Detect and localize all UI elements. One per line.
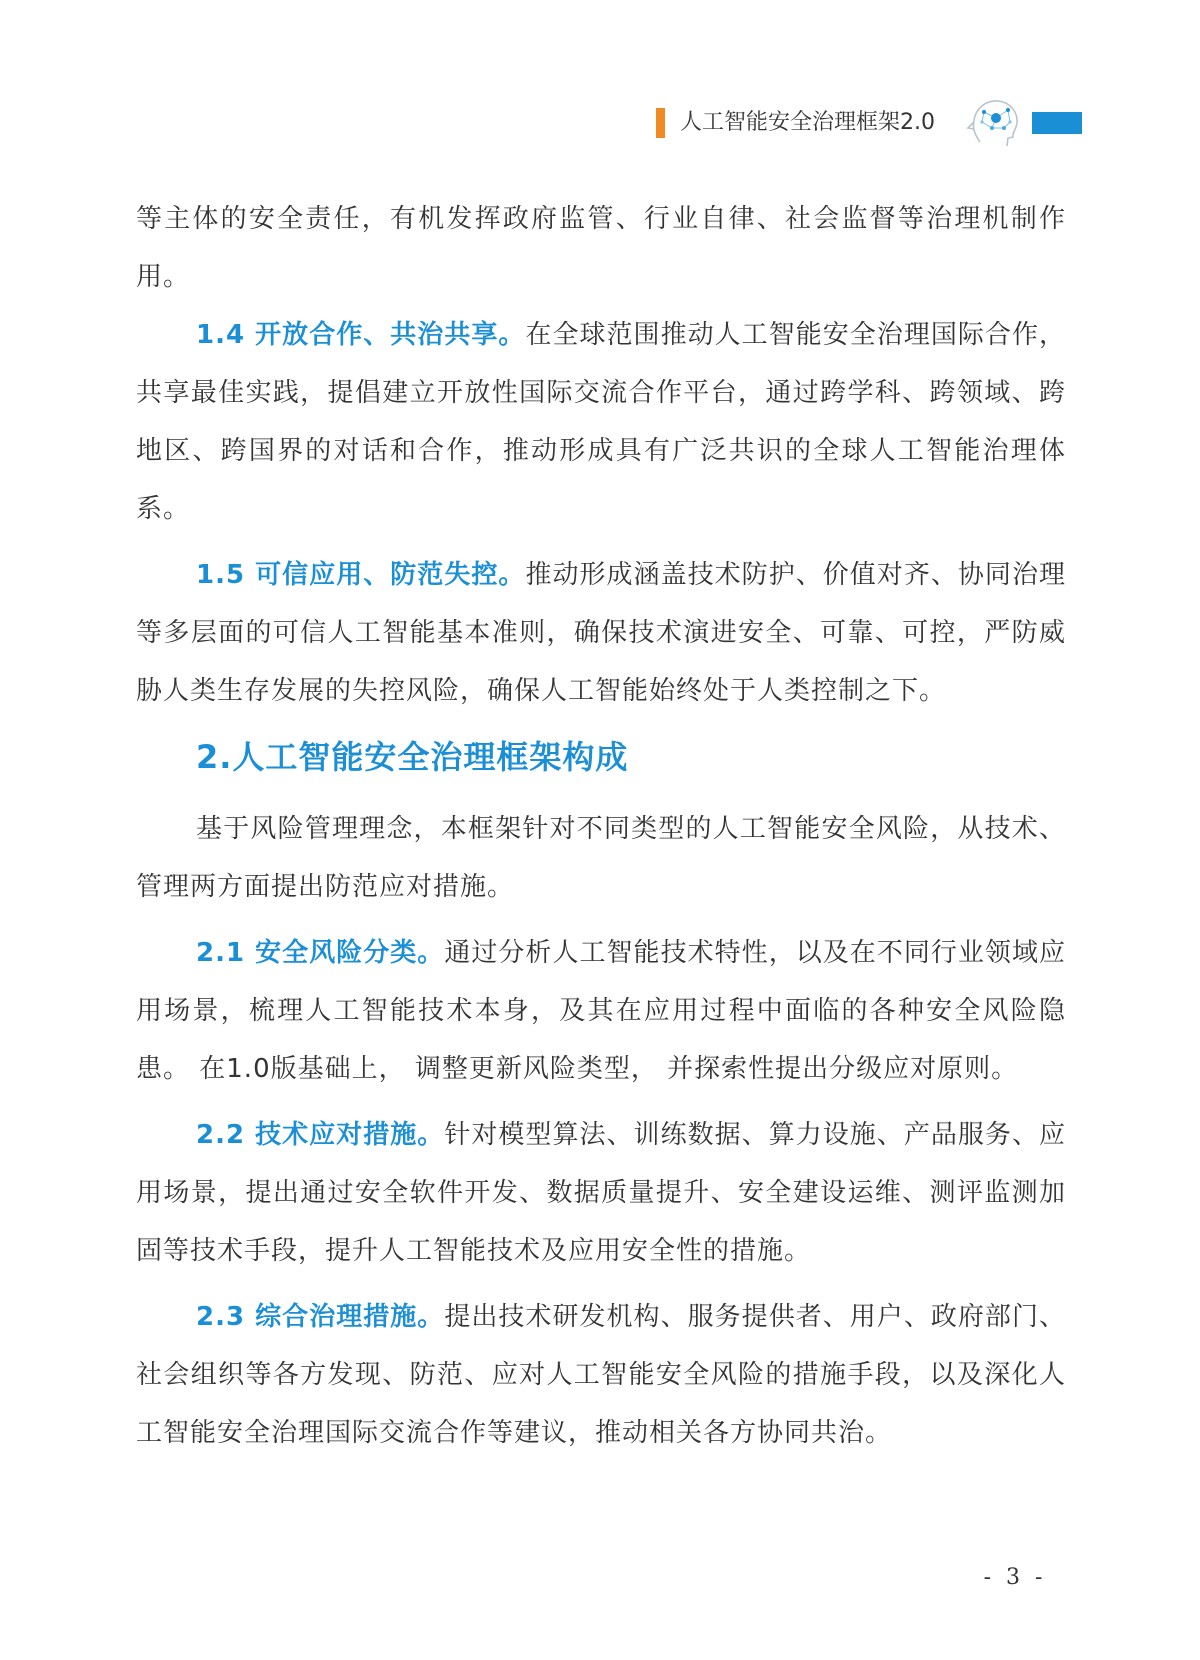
paragraph-2-3-lead: 2.3 综合治理措施。 — [196, 1302, 445, 1332]
section-heading: 2.人工智能安全治理框架构成 — [196, 738, 629, 776]
paragraph-intro: 基于风险管理理念，本框架针对不同类型的人工智能安全风险，从技术、管理两方面提出防范应对措施。 — [136, 814, 1066, 902]
paragraph-2-2-lead: 2.2 技术应对措施。 — [196, 1120, 445, 1150]
paragraph-1-5-lead: 1.5 可信应用、防范失控。 — [196, 560, 526, 590]
paragraph-2-3 — [136, 1288, 1066, 1462]
paragraph-2-2-text: 针对模型算法、训练数据、算力设施、产品服务、应用场景，提出通过安全软件开发、数据质量提升、安全建设运维、测评监测加固等技术手段，提升人工智能技术及应用安全性的措施。 — [136, 1120, 1066, 1266]
header-orange-bar — [656, 108, 665, 138]
paragraph-2-3-text: 提出技术研发机构、服务提供者、用户、政府部门、社会组织等各方发现、防范、应对人工智能安全风险的措施手段，以及深化人工智能安全治理国际交流合作等建议，推动相关各方协同共治。 — [136, 1302, 1066, 1448]
page-header — [0, 100, 1200, 150]
document-body — [136, 190, 1066, 1462]
paragraph-1-4 — [136, 306, 1066, 538]
paragraph-1-4-text: 在全球范围推动人工智能安全治理国际合作，共享最佳实践，提倡建立开放性国际交流合作平台，通过跨学科、跨领域、跨地区、跨国界的对话和合作，推动形成具有广泛共识的全球人工智能治理体系。 — [136, 320, 1066, 524]
paragraph-2-1-text: 通过分析人工智能技术特性，以及在不同行业领域应用场景，梳理人工智能技术本身，及其在应用过程中面临的各种安全风险隐患。 在1.0版基础上， 调整更新风险类型， 并探索性提出分级应对原则。 — [136, 938, 1066, 1084]
paragraph-2-1 — [136, 924, 1066, 1098]
header-blue-bar — [1032, 112, 1082, 134]
paragraph-1-5 — [136, 546, 1066, 720]
paragraph-2-2 — [136, 1106, 1066, 1280]
paragraph-1-4-lead: 1.4 开放合作、共治共享。 — [196, 320, 526, 350]
paragraph-continuation: 等主体的安全责任，有机发挥政府监管、行业自律、社会监督等治理机制作用。 — [136, 204, 1066, 292]
paragraph-2-1-lead: 2.1 安全风险分类。 — [196, 938, 445, 968]
ai-head-icon — [962, 92, 1024, 154]
paragraph-1-5-text: 推动形成涵盖技术防护、价值对齐、协同治理等多层面的可信人工智能基本准则，确保技术演进安全、可靠、可控，严防威胁人类生存发展的失控风险，确保人工智能始终处于人类控制之下。 — [136, 560, 1066, 706]
page-number: - 3 - — [983, 1565, 1047, 1590]
header-title: 人工智能安全治理框架2.0 — [680, 110, 935, 135]
